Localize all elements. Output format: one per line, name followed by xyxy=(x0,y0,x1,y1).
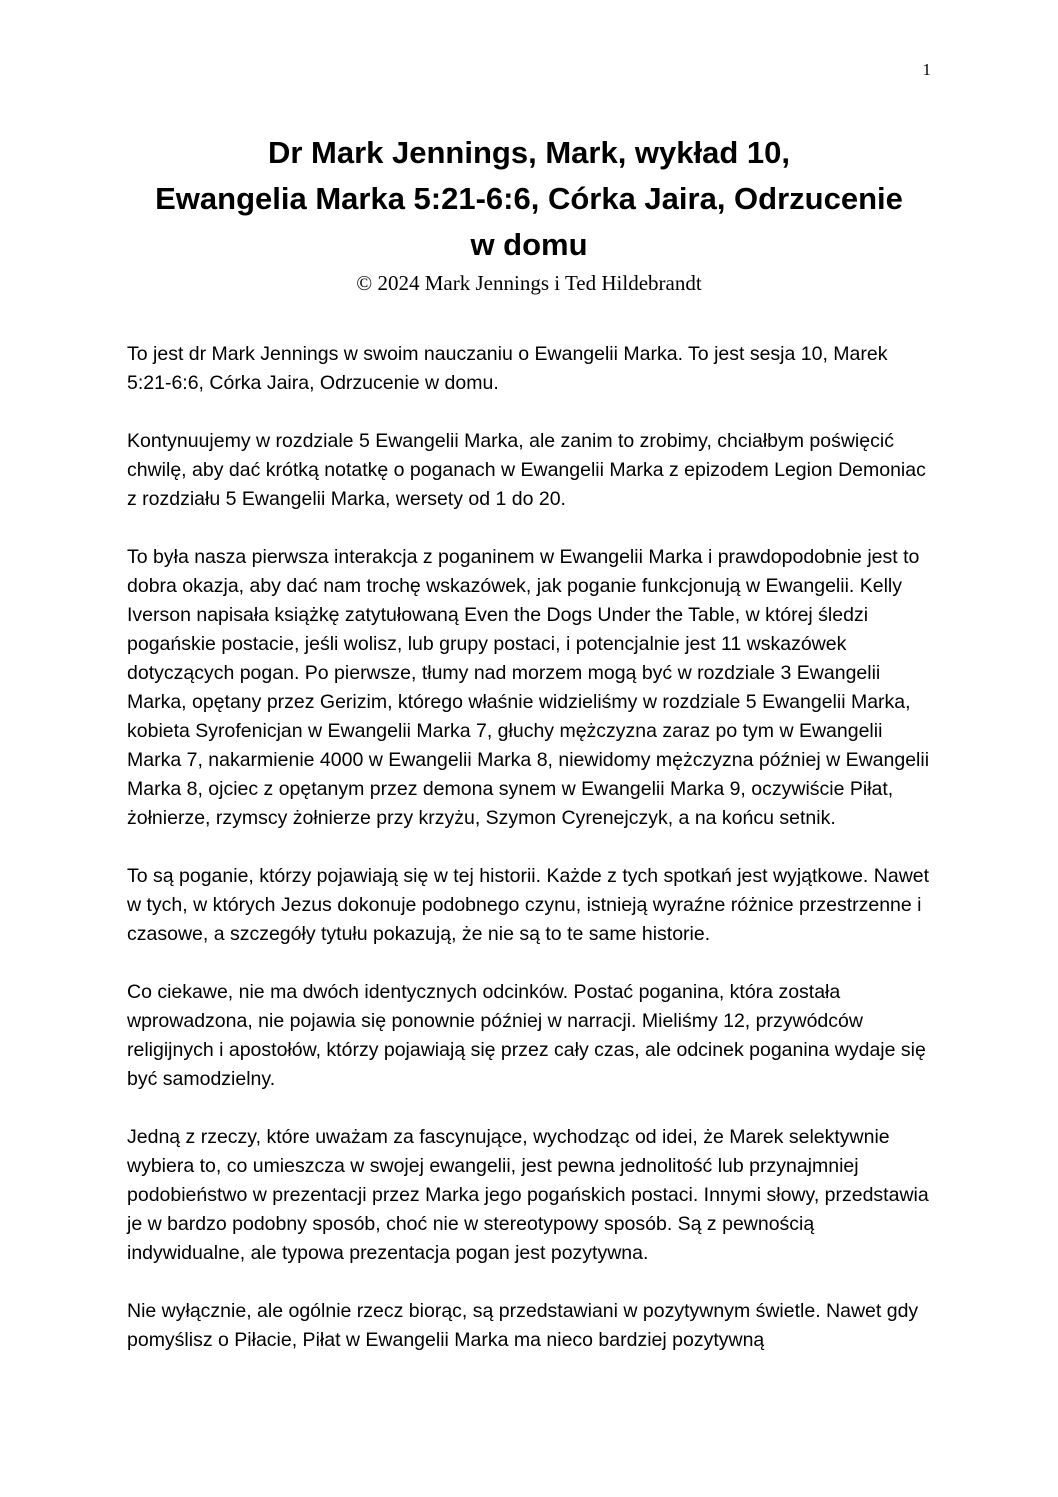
page-number: 1 xyxy=(922,60,931,79)
title-block xyxy=(0,0,1058,296)
paragraph-2: Kontynuujemy w rozdziale 5 Ewangelii Marka, ale zanim to zrobimy, chciałbym poświęcić chwilę, aby dać krótką notatkę o poganach w Ewangelii Marka z epizodem Legion Demoniac z rozdziału 5 Ewangelii Marka, wersety od 1 do 20. xyxy=(127,430,926,510)
title-line-2: Ewangelia Marka 5:21-6:6, Córka Jaira, Odrzucenie xyxy=(155,181,903,216)
paragraph-4: To są poganie, którzy pojawiają się w tej historii. Każde z tych spotkań jest wyjątkowe. Nawet w tych, w których Jezus dokonuje podobnego czynu, istnieją wyraźne różnice przestrzenne i czasowe, a szczegóły tytułu pokazują, że nie są to te same historie. xyxy=(127,865,930,945)
title-line-1: Dr Mark Jennings, Mark, wykład 10, xyxy=(267,135,791,170)
paragraph-6: Jedną z rzeczy, które uważam za fascynujące, wychodząc od idei, że Marek selektywnie wybiera to, co umieszcza w swojej ewangelii, jest pewna jednolitość lub przynajmniej podobieństwo w prezentacji przez Marka jego pogańskich postaci. Innymi słowy, przedstawia je w bardzo podobny sposób, choć nie w stereotypowy sposób. Są z pewnością indywidualne, ale typowa prezentacja pogan jest pozytywna. xyxy=(127,1126,929,1264)
document-title xyxy=(0,130,1058,268)
copyright-line: © 2024 Mark Jennings i Ted Hildebrandt xyxy=(356,271,702,295)
title-line-3: w domu xyxy=(470,227,588,262)
paragraph-3: To była nasza pierwsza interakcja z poganinem w Ewangelii Marka i prawdopodobnie jest to dobra okazja, aby dać nam trochę wskazówek, jak poganie funkcjonują w Ewangelii. Kelly Iverson napisała książkę zatytułowaną Even the Dogs Under the Table, w której śledzi pogańskie postacie, jeśli wolisz, lub grupy postaci, i potencjalnie jest 11 wskazówek dotyczących pogan. Po pierwsze, tłumy nad morzem mogą być w rozdziale 3 Ewangelii Marka, opętany przez Gerizim, którego właśnie widzieliśmy w rozdziale 5 Ewangelii Marka, kobieta Syrofenicjan w Ewangelii Marka 7, głuchy mężczyzna zaraz po tym w Ewangelii Marka 7, nakarmienie 4000 w Ewangelii Marka 8, niewidomy mężczyzna później w Ewangelii Marka 8, ojciec z opętanym przez demona synem w Ewangelii Marka 9, oczywiście Piłat, żołnierze, rzymscy żołnierze przy krzyżu, Szymon Cyrenejczyk, a na końcu setnik. xyxy=(127,546,930,829)
paragraph-1: To jest dr Mark Jennings w swoim nauczaniu o Ewangelii Marka. To jest sesja 10, Marek 5:21-6:6, Córka Jaira, Odrzucenie w domu. xyxy=(127,343,888,394)
paragraph-5: Co ciekawe, nie ma dwóch identycznych odcinków. Postać poganina, która została wprowadzona, nie pojawia się ponownie później w narracji. Mieliśmy 12, przywódców religijnych i apostołów, którzy pojawiają się przez cały czas, ale odcinek poganina wydaje się być samodzielny. xyxy=(127,981,926,1090)
document-body xyxy=(127,340,933,1355)
paragraph-7: Nie wyłącznie, ale ogólnie rzecz biorąc, są przedstawiani w pozytywnym świetle. Nawet gdy pomyślisz o Piłacie, Piłat w Ewangelii Marka ma nieco bardziej pozytywną xyxy=(127,1300,919,1351)
